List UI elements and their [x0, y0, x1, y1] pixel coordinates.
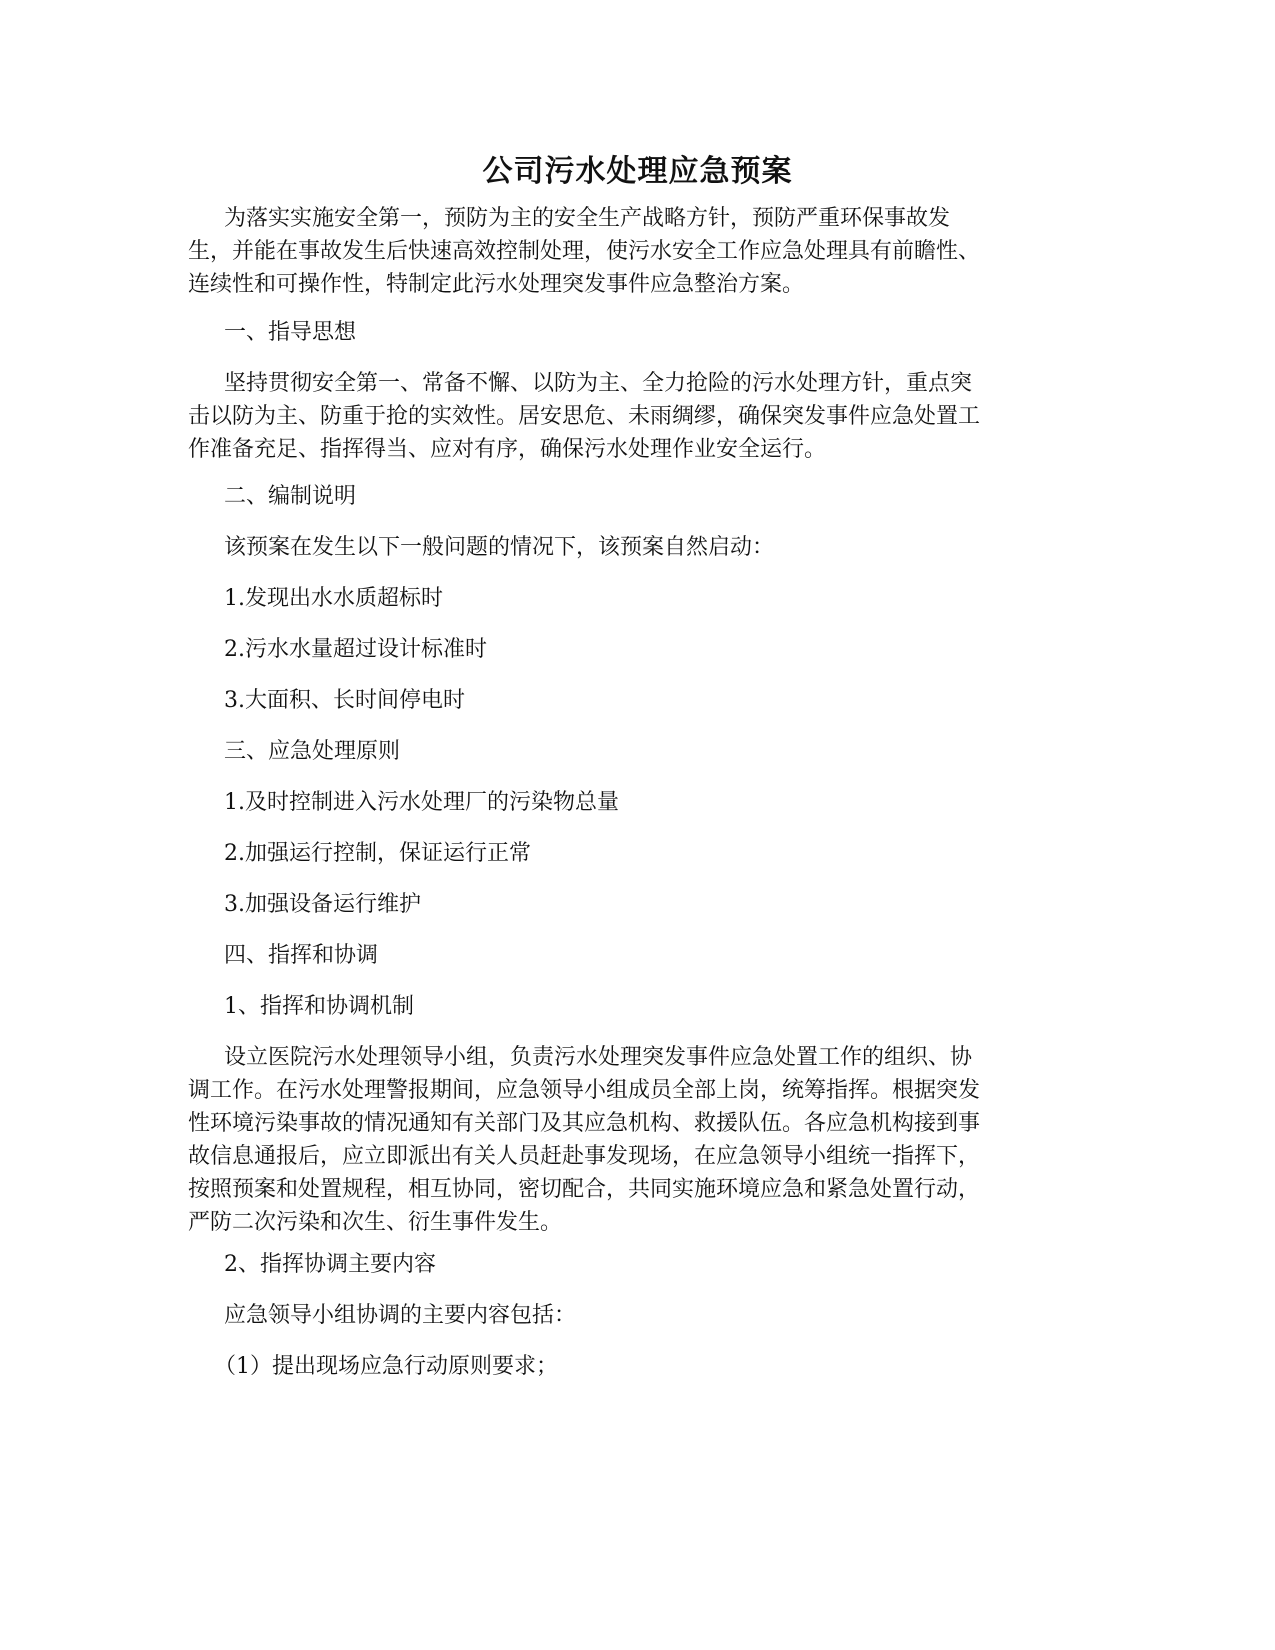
intro-line: 生，并能在事故发生后快速高效控制处理，使污水安全工作应急处理具有前瞻性、	[188, 239, 981, 264]
section-4-subheading-2: 2、指挥协调主要内容	[224, 1252, 436, 1277]
section-2-item: 2.污水水量超过设计标准时	[224, 637, 487, 662]
intro-line: 连续性和可操作性，特制定此污水处理突发事件应急整治方案。	[188, 272, 805, 297]
section-1-line: 击以防为主、防重于抢的实效性。居安思危、未雨绸缪，确保突发事件应急处置工	[188, 404, 981, 429]
section-4-subheading-1: 1、指挥和协调机制	[224, 994, 414, 1019]
intro-paragraph	[188, 202, 1088, 301]
section-4-body	[188, 1041, 1088, 1239]
intro-line: 为落实实施安全第一，预防为主的安全生产战略方针，预防严重环保事故发	[224, 206, 951, 231]
section-2-item: 1.发现出水水质超标时	[224, 586, 443, 611]
section-1-body	[188, 367, 1088, 466]
section-4-line: 故信息通报后，应立即派出有关人员赶赴事发现场，在应急领导小组统一指挥下，	[188, 1144, 981, 1169]
section-3-item: 2.加强运行控制，保证运行正常	[224, 841, 531, 866]
section-2-intro: 该预案在发生以下一般问题的情况下，该预案自然启动：	[224, 535, 775, 560]
document-title: 公司污水处理应急预案	[482, 154, 793, 189]
section-1-heading: 一、指导思想	[224, 320, 357, 345]
section-3-heading: 三、应急处理原则	[224, 739, 401, 764]
section-3-item: 3.加强设备运行维护	[224, 892, 421, 917]
section-4-line: 调工作。在污水处理警报期间，应急领导小组成员全部上岗，统筹指挥。根据突发	[188, 1078, 981, 1103]
section-2-heading: 二、编制说明	[224, 484, 357, 509]
section-1-line: 坚持贯彻安全第一、常备不懈、以防为主、全力抢险的污水处理方针，重点突	[224, 371, 973, 396]
section-4-line: 性环境污染事故的情况通知有关部门及其应急机构、救援队伍。各应急机构接到事	[188, 1111, 981, 1136]
section-3-item: 1.及时控制进入污水处理厂的污染物总量	[224, 790, 619, 815]
section-4-sub2-item: （1）提出现场应急行动原则要求；	[214, 1354, 558, 1379]
section-4-heading: 四、指挥和协调	[224, 943, 379, 968]
section-4-line: 严防二次污染和次生、衍生事件发生。	[188, 1210, 563, 1235]
section-4-line: 设立医院污水处理领导小组，负责污水处理突发事件应急处置工作的组织、协	[224, 1045, 973, 1070]
section-4-sub2-intro: 应急领导小组协调的主要内容包括：	[224, 1303, 577, 1328]
section-2-item: 3.大面积、长时间停电时	[224, 688, 465, 713]
section-1-line: 作准备充足、指挥得当、应对有序，确保污水处理作业安全运行。	[188, 437, 827, 462]
section-4-line: 按照预案和处置规程，相互协同，密切配合，共同实施环境应急和紧急处置行动，	[188, 1177, 981, 1202]
